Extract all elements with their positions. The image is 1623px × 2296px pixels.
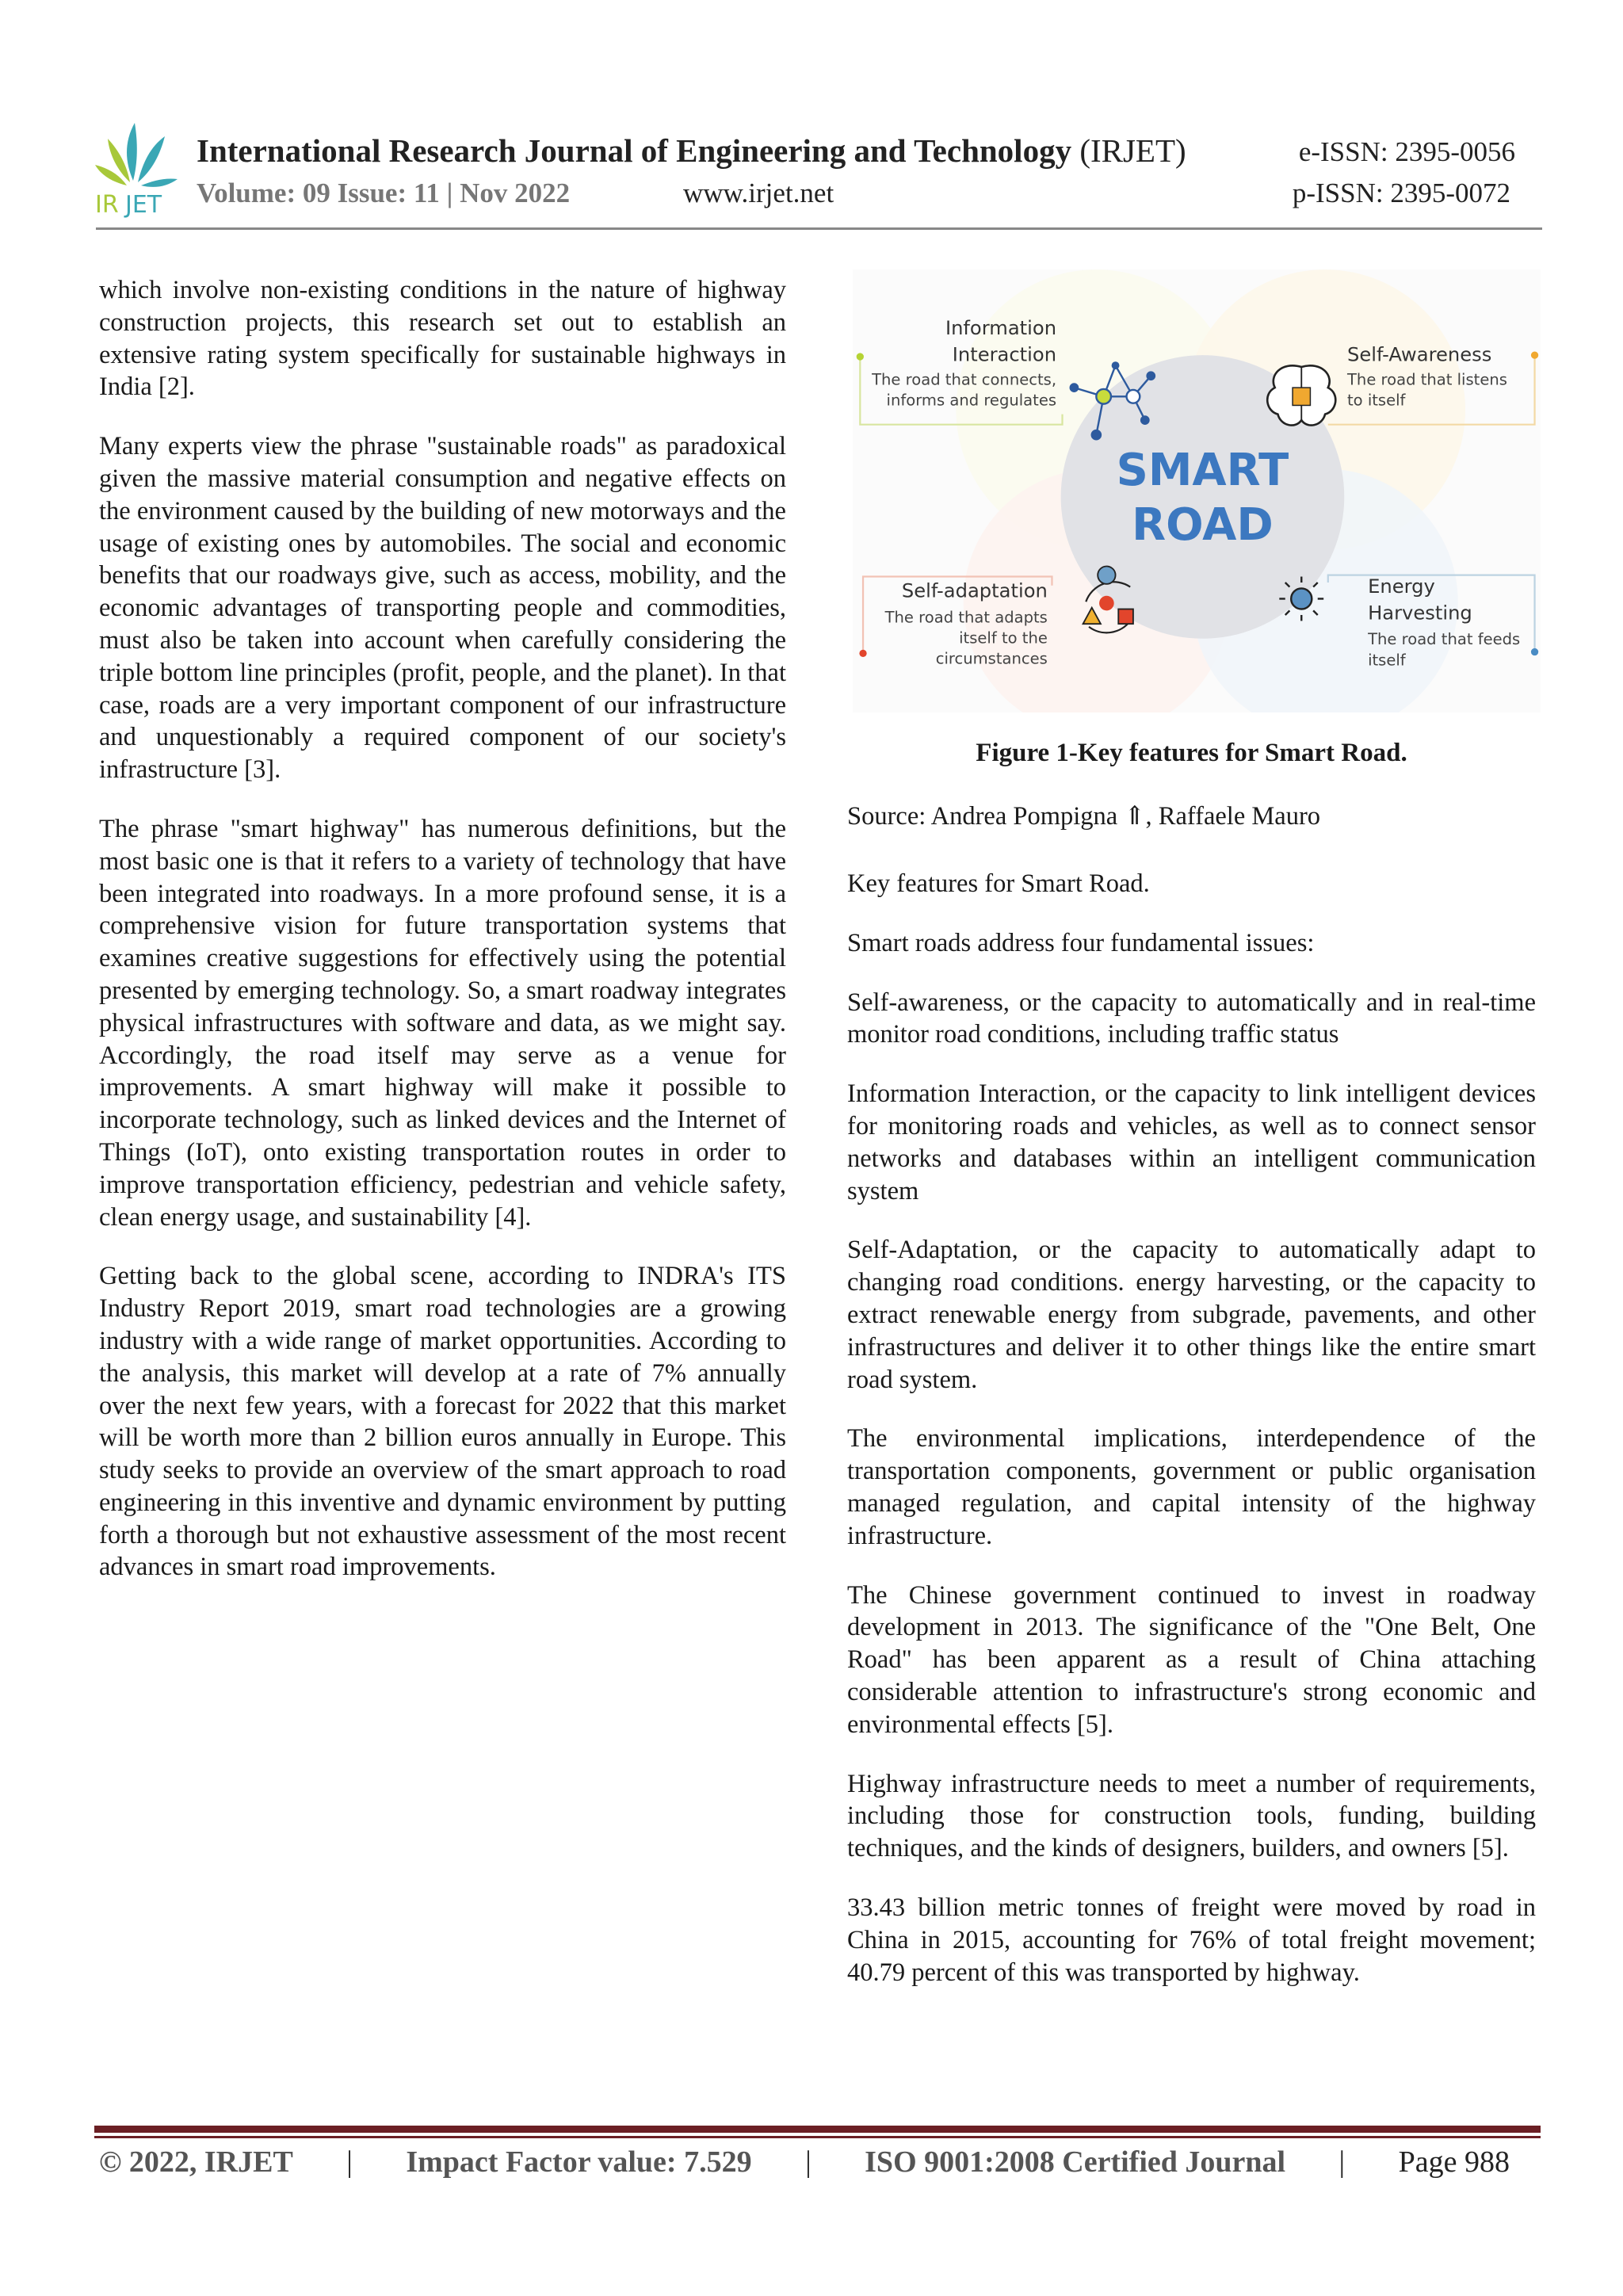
paragraph: Smart roads address four fundamental issues: xyxy=(847,928,1315,957)
website-link[interactable]: www.irjet.net xyxy=(683,178,834,208)
svg-text:The road that adapts: The road that adapts xyxy=(884,608,1048,627)
paragraph: Highway infrastructure needs to meet a number of requirements, including those for construction tools, funding, building techniques, and the kinds of designers, builders, and owners [5]. xyxy=(847,1769,1536,1863)
header-divider xyxy=(96,227,1542,230)
page-number: Page 988 xyxy=(1398,2145,1510,2179)
footer-separator: | xyxy=(346,2145,353,2179)
svg-text:Self-adaptation: Self-adaptation xyxy=(901,579,1048,602)
paragraph: which involve non-existing conditions in the nature of highway construction projects, this research set out to establish an extensive rating system specifically for sustainable highways in India [2]. xyxy=(99,276,786,402)
svg-text:The road that connects,: The road that connects, xyxy=(872,370,1057,389)
paragraph: The phrase "smart highway" has numerous definitions, but the most basic one is that it refers to a variety of technology that have been integrated into roadways. In a more profound sense, it is a comprehensive vision for future transportation systems that examines creative suggestions for effectively using the potential presented by emerging technology. So, a smart roadway integrates physical infrastructures with software and data, as we might say. Accordingly, the road itself may serve as a venue for improvements. A smart highway will make it possible to incorporate technology, such as linked devices and the Internet of Things (IoT), onto existing transportation routes in order to improve transportation efficiency, pedestrian and vehicle safety, clean energy usage, and sustainability [4]. xyxy=(99,814,786,1232)
paragraph: Getting back to the global scene, according to INDRA's ITS Industry Report 2019, smart road technologies are a growing industry with a wide range of market opportunities. According to the analysis, this market will develop at a rate of 7% annually over the next few years, with a forecast for 2022 that this market will be worth more than 2 billion euros annually in Europe. This study seeks to provide an overview of the smart approach to road engineering in this inventive and dynamic environment by putting forth a thorough but not exhaustive assessment of the most recent advances in smart road improvements. xyxy=(99,1262,786,1582)
svg-text:informs and regulates: informs and regulates xyxy=(886,391,1057,410)
footer-copyright: © 2022, IRJET xyxy=(99,2145,293,2179)
page-footer xyxy=(99,2145,1510,2179)
brain-icon xyxy=(1267,365,1335,425)
svg-text:Self-Awareness: Self-Awareness xyxy=(1346,343,1492,366)
footer-impact-factor: Impact Factor value: 7.529 xyxy=(406,2145,752,2179)
svg-text:itself to the: itself to the xyxy=(959,628,1048,648)
center-title-smart: SMART xyxy=(1116,445,1289,497)
journal-title: International Research Journal of Engineering and Technology (IRJET) xyxy=(197,132,1186,169)
left-column xyxy=(99,274,786,1610)
footer-divider-thin xyxy=(94,2136,1541,2138)
svg-text:Energy: Energy xyxy=(1368,575,1435,598)
smart-road-figure xyxy=(853,269,1541,712)
paragraph: 33.43 billion metric tonnes of freight were moved by road in China in 2015, accounting for 76% of total freight movement; 40.79 percent of this was transported by highway. xyxy=(847,1893,1536,1987)
svg-text:Interaction: Interaction xyxy=(952,343,1057,366)
svg-text:itself: itself xyxy=(1368,651,1406,670)
paragraph: Self-awareness, or the capacity to automatically and in real-time monitor road conditions, including traffic status xyxy=(847,988,1536,1049)
footer-separator: | xyxy=(805,2145,812,2179)
paragraph: Information Interaction, or the capacity to link intelligent devices for monitoring roads and vehicles, as well as to connect sensor networks and databases within an intelligent communication system xyxy=(847,1079,1536,1205)
volume-issue: Volume: 09 Issue: 11 | Nov 2022 xyxy=(197,178,571,208)
svg-text:to itself: to itself xyxy=(1346,391,1406,410)
paragraph: Many experts view the phrase "sustainable roads" as paradoxical given the massive material consumption and negative effects on the environment caused by the building of new motorways and the usage of existing ones by automobiles. The social and economic benefits that our roadways give, such as access, mobility, and the economic advantages of transporting people and commodities, must also be taken into account when carefully considering the triple bottom line principles (profit, people, and the planet). In that case, roads are a very important component of our infrastructure and unquestionably a required component of our society's infrastructure [3]. xyxy=(99,432,786,785)
right-column xyxy=(847,868,1536,2015)
irjet-logo xyxy=(94,119,181,218)
paragraph: Key features for Smart Road. xyxy=(847,869,1150,898)
svg-text:IR: IR xyxy=(95,191,119,218)
e-issn: e-ISSN: 2395-0056 xyxy=(1298,136,1515,167)
svg-text:circumstances: circumstances xyxy=(935,649,1048,668)
svg-text:Harvesting: Harvesting xyxy=(1368,602,1472,625)
svg-text:JET: JET xyxy=(125,191,162,218)
svg-text:Information: Information xyxy=(945,317,1057,340)
center-title-road: ROAD xyxy=(1132,499,1274,551)
svg-text:The road that feeds: The road that feeds xyxy=(1368,630,1521,649)
footer-separator: | xyxy=(1338,2145,1346,2179)
svg-text:The road that listens: The road that listens xyxy=(1346,370,1507,389)
footer-iso: ISO 9001:2008 Certified Journal xyxy=(865,2145,1286,2179)
figure-caption: Figure 1-Key features for Smart Road. xyxy=(976,739,1407,767)
paragraph: The environmental implications, interdependence of the transportation components, government or public organisation managed regulation, and capital intensity of the highway infrastructure. xyxy=(847,1424,1536,1550)
figure-source: Source: Andrea Pompigna ⇑, Raffaele Mauro xyxy=(847,802,1321,831)
paragraph: Self-Adaptation, or the capacity to automatically adapt to changing road conditions. energy harvesting, or the capacity to extract renewable energy from subgrade, pavements, and other infrastructures and deliver it to other things like the entire smart road system. xyxy=(847,1236,1536,1394)
p-issn: p-ISSN: 2395-0072 xyxy=(1292,178,1510,208)
footer-divider xyxy=(94,2126,1541,2133)
paragraph: The Chinese government continued to invest in roadway development in 2013. The significance of the "One Belt, One Road" has been apparent as a result of China attaching considerable attention to infrastructure's strong economic and environmental effects [5]. xyxy=(847,1580,1536,1739)
